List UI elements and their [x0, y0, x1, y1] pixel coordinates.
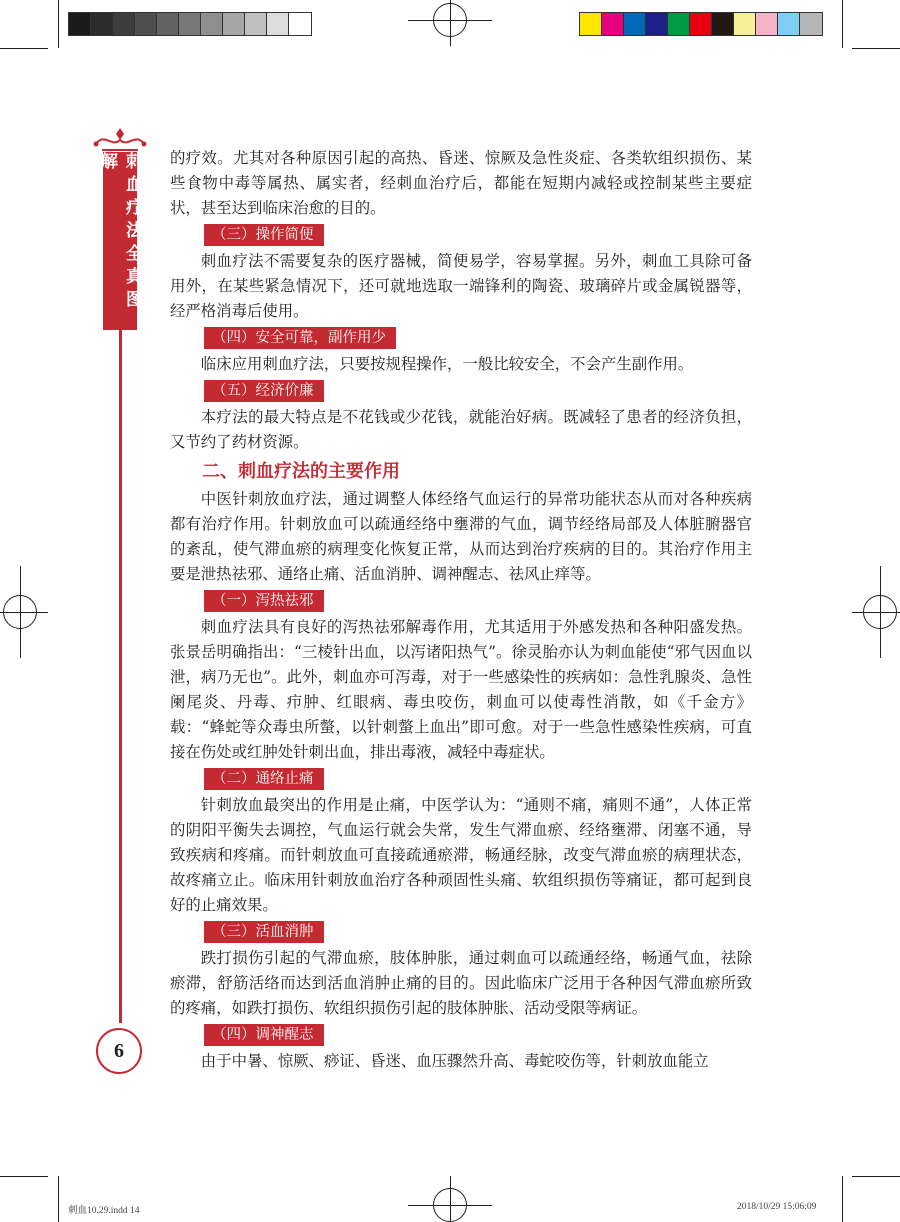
crop-mark: [852, 1176, 900, 1177]
subsection-heading: （二）通络止痛: [204, 768, 324, 790]
page-number: 6: [96, 1028, 142, 1074]
color-swatch: [580, 13, 602, 35]
color-swatch: [602, 13, 624, 35]
body-paragraph: 的疗效。尤其对各种原因引起的高热、昏迷、惊厥及急性炎症、各类软组织损伤、某些食物中毒等属热、属实者，经刺血治疗后，都能在短期内减轻或控制某些主要症状，甚至达到临床治愈的目的。: [170, 149, 752, 217]
body-paragraph: 刺血疗法具有良好的泻热祛邪解毒作用，尤其适用于外感发热和各种阳盛发热。张景岳明确指出：“三棱针出血，以泻诸阳热气”。徐灵胎亦认为刺血能使“邪气因血以泄，病乃无也”。此外，刺血亦可泻毒，对于一些感染性的疾病如：急性乳腺炎、急性阑尾炎、丹毒、疖肿、红眼病、毒虫咬伤，刺血可以使毒性消散，如《千金方》载：“蜂蛇等众毒虫所螫，以针刺螫上血出”即可愈。对于一些急性感染性疾病，可直接在伤处或红肿处针刺出血，排出毒液，减轻中毒症状。: [170, 618, 752, 761]
color-swatch: [800, 13, 822, 35]
subsection-heading: （五）经济价廉: [204, 380, 324, 402]
grayscale-calibration-bar: [68, 12, 312, 36]
gray-swatch: [157, 13, 179, 35]
body-paragraph: 本疗法的最大特点是不花钱或少花钱，就能治好病。既减轻了患者的经济负担，又节约了药材资源。: [170, 408, 752, 451]
side-book-title: 刺血疗法全真图解: [103, 152, 137, 330]
color-swatch: [624, 13, 646, 35]
gray-swatch: [69, 13, 91, 35]
crop-mark: [0, 1176, 48, 1177]
color-swatch: [712, 13, 734, 35]
color-calibration-bar: [579, 12, 823, 36]
crop-mark: [852, 48, 900, 49]
gray-swatch: [245, 13, 267, 35]
subsection-heading: （三）操作简便: [204, 224, 324, 246]
section-heading: 二、刺血疗法的主要作用: [202, 461, 400, 482]
footer-timestamp: 2018/10/29 15:06:09: [737, 1202, 817, 1212]
body-paragraph: 由于中暑、惊厥、痧证、昏迷、血压骤然升高、毒蛇咬伤等，针刺放血能立: [200, 1052, 709, 1070]
gray-swatch: [91, 13, 113, 35]
gray-swatch: [179, 13, 201, 35]
crop-mark: [58, 0, 59, 48]
body-paragraph: 中医针刺放血疗法，通过调整人体经络气血运行的异常功能状态从而对各种疾病都有治疗作用。针刺放血可以疏通经络中壅滞的气血，调节经络局部及人体脏腑器官的紊乱，使气滞血瘀的病理变化恢复正常，从而达到治疗疾病的目的。其治疗作用主要是泄热祛邪、通络止痛、活血消肿、调神醒志、祛风止痒等。: [170, 490, 752, 583]
side-divider-line: [119, 330, 122, 1023]
body-paragraph: 针刺放血最突出的作用是止痛，中医学认为：“通则不痛，痛则不通”，人体正常的阴阳平衡失去调控，气血运行就会失常，发生气滞血瘀、经络壅滞、闭塞不通，导致疾病和疼痛。而针刺放血可直接疏通瘀滞，畅通经脉，改变气滞血瘀的病理状态，故疼痛立止。临床用针刺放血治疗各种顽固性头痛、软组织损伤等痛证，都可起到良好的止痛效果。: [170, 796, 752, 914]
subsection-heading: （三）活血消肿: [204, 921, 324, 943]
gray-swatch: [223, 13, 245, 35]
color-swatch: [668, 13, 690, 35]
gray-swatch: [267, 13, 289, 35]
gray-swatch: [289, 13, 311, 35]
gray-swatch: [135, 13, 157, 35]
crop-mark: [842, 1176, 843, 1222]
body-paragraph: 跌打损伤引起的气滞血瘀，肢体肿胀，通过刺血可以疏通经络，畅通气血，祛除瘀滞，舒筋活络而达到活血消肿止痛的目的。因此临床广泛用于各种因气滞血瘀所致的疼痛，如跌打损伤、软组织损伤引起的肢体肿胀、活动受限等病证。: [170, 949, 752, 1017]
ornament-icon: [92, 126, 148, 152]
color-swatch: [690, 13, 712, 35]
gray-swatch: [201, 13, 223, 35]
footer-file-info: 刺血10.29.indd 14: [68, 1206, 140, 1216]
crop-mark: [58, 1176, 59, 1222]
subsection-heading: （一）泻热祛邪: [204, 590, 324, 612]
body-paragraph: 刺血疗法不需要复杂的医疗器械，简便易学，容易掌握。另外，刺血工具除可备用外，在某些紧急情况下，还可就地选取一端锋利的陶瓷、玻璃碎片或金属锐器等，经严格消毒后使用。: [170, 252, 752, 320]
color-swatch: [778, 13, 800, 35]
color-swatch: [756, 13, 778, 35]
body-paragraph: 临床应用刺血疗法，只要按规程操作，一般比较安全，不会产生副作用。: [200, 355, 694, 373]
crop-mark: [842, 0, 843, 48]
page-content: [170, 146, 752, 1074]
crop-mark: [0, 48, 48, 49]
gray-swatch: [113, 13, 135, 35]
subsection-heading: （四）安全可靠，副作用少: [204, 327, 396, 349]
color-swatch: [646, 13, 668, 35]
subsection-heading: （四）调神醒志: [204, 1024, 324, 1046]
color-swatch: [734, 13, 756, 35]
